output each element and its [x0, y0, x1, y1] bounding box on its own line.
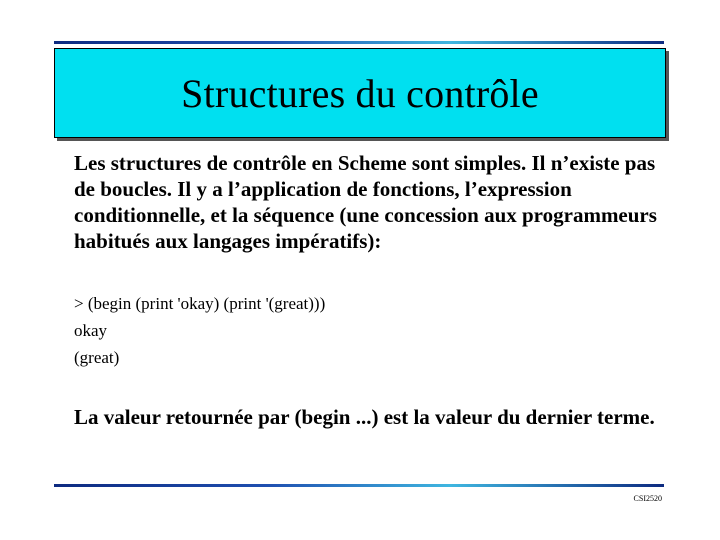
code-example: [74, 290, 674, 371]
intro-paragraph: Les structures de contrôle en Scheme sont simples. Il n’existe pas de boucles. Il y a l’application de fonctions, l’expression conditionnelle, et la séquence (une concession aux programmeurs habitués aux langages impératifs):: [74, 151, 657, 253]
code-line-output-1: okay: [74, 321, 108, 340]
top-divider: [54, 41, 664, 44]
conclusion-paragraph: La valeur retournée par (begin ...) est la valeur du dernier terme.: [74, 405, 655, 429]
title-banner: [54, 48, 666, 138]
code-line-output-2: (great): [74, 348, 120, 367]
code-line-command: > (begin (print 'okay) (print '(great))): [74, 294, 326, 313]
bottom-divider: [54, 484, 664, 487]
slide-title: Structures du contrôle: [181, 70, 539, 116]
course-code: CSI2520: [633, 494, 662, 503]
